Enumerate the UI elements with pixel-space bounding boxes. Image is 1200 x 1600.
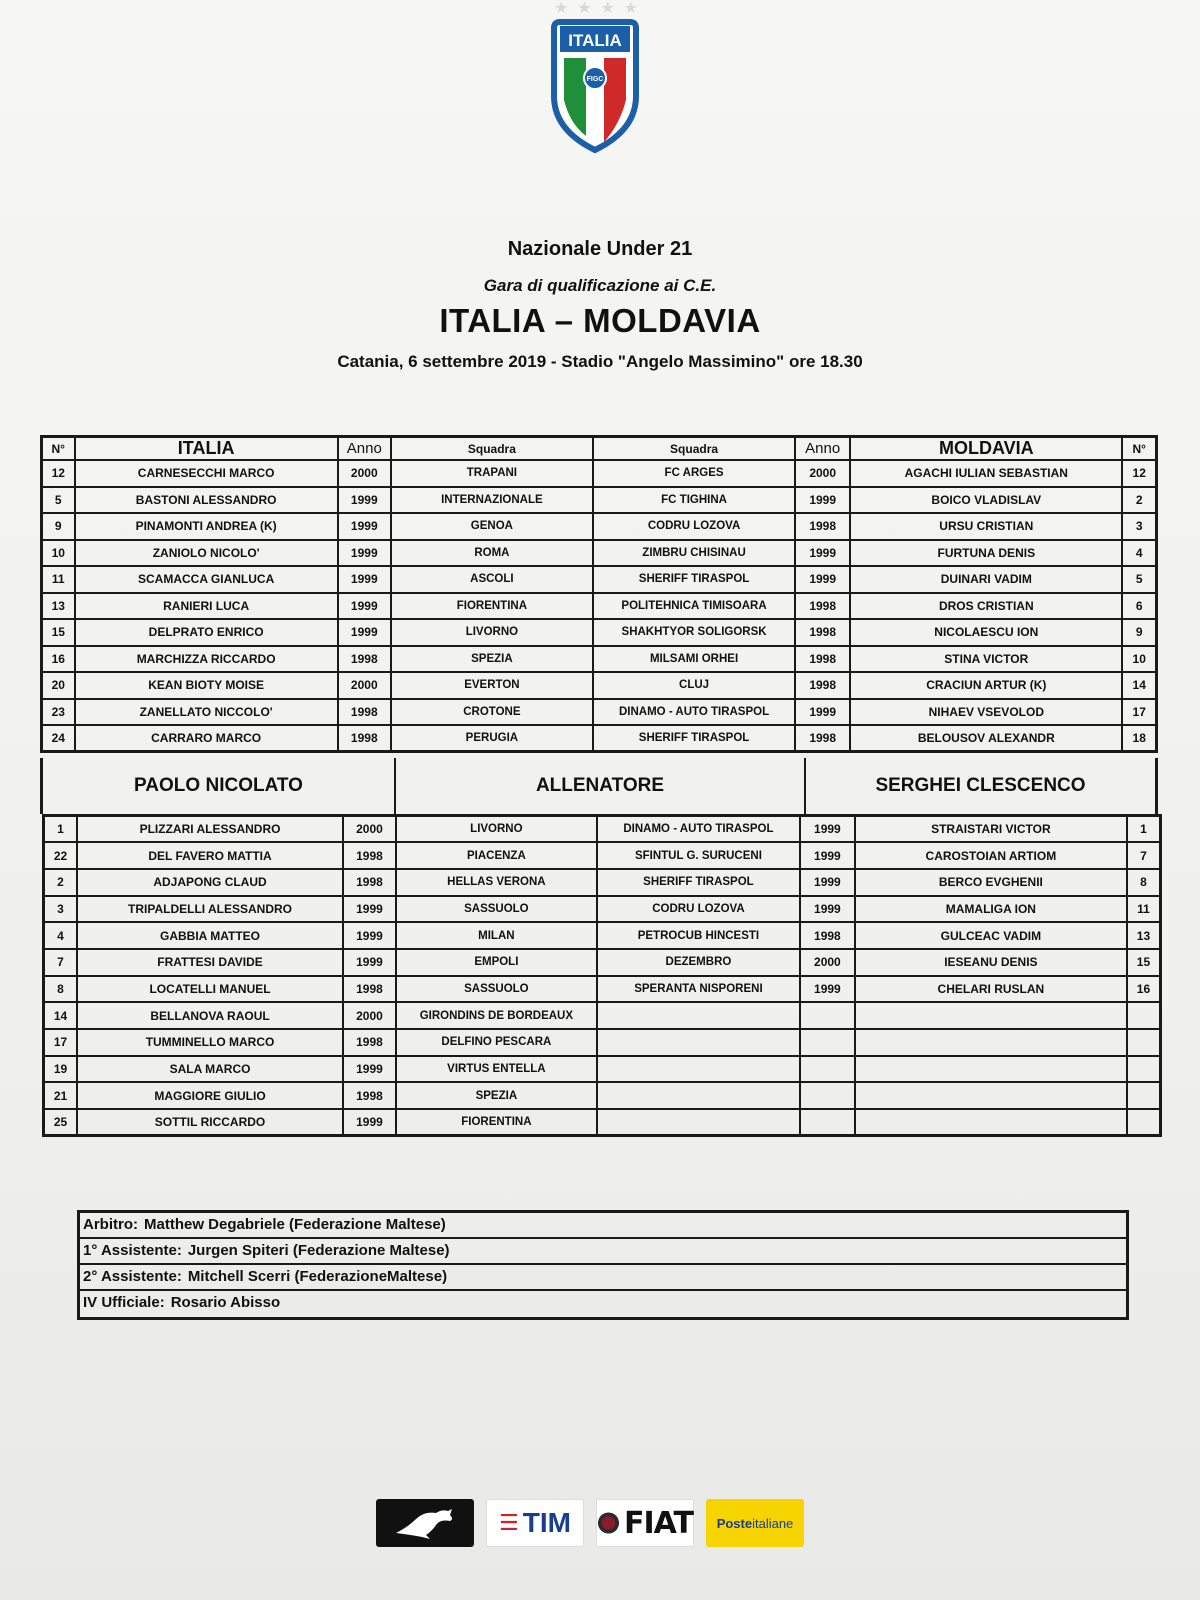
away-birth-year: 1999 — [795, 699, 850, 726]
substitutes-table — [42, 814, 1162, 1137]
coaches-row — [40, 758, 1158, 814]
table-row — [44, 949, 1161, 976]
table-row — [44, 1029, 1161, 1056]
home-player: PINAMONTI ANDREA (K) — [75, 513, 338, 540]
table-row — [44, 1056, 1161, 1083]
away-club — [597, 1109, 800, 1136]
home-number: 13 — [42, 593, 75, 620]
competition-line: Nazionale Under 21 — [507, 238, 693, 260]
away-number: 9 — [1122, 619, 1156, 646]
away-club: SHERIFF TIRASPOL — [593, 725, 795, 752]
table-row — [42, 619, 1157, 646]
coach-label: ALLENATORE — [396, 758, 806, 814]
home-player: SCAMACCA GIANLUCA — [75, 566, 338, 593]
away-number: 5 — [1122, 566, 1156, 593]
away-club: POLITEHNICA TIMISOARA — [593, 593, 795, 620]
away-club — [597, 1029, 800, 1056]
home-player: CARRARO MARCO — [75, 725, 338, 752]
home-birth-year: 1999 — [338, 593, 391, 620]
sponsor-bar — [376, 1498, 804, 1548]
away-birth-year: 2000 — [795, 460, 850, 487]
table-row — [42, 593, 1157, 620]
home-number: 21 — [44, 1082, 78, 1109]
away-birth-year: 1999 — [800, 869, 855, 896]
home-number: 23 — [42, 699, 75, 726]
home-club: PIACENZA — [396, 842, 597, 869]
away-club: CODRU LOZOVA — [593, 513, 795, 540]
away-birth-year: 1999 — [800, 896, 855, 923]
home-birth-year: 2000 — [338, 672, 391, 699]
table-header-row — [42, 437, 1157, 461]
away-player: FURTUNA DENIS — [850, 540, 1122, 567]
away-club: SFINTUL G. SURUCENI — [597, 842, 800, 869]
away-club: SHAKHTYOR SOLIGORSK — [593, 619, 795, 646]
official-row — [80, 1291, 1126, 1317]
home-birth-year: 1999 — [343, 1056, 396, 1083]
col-away-team: MOLDAVIA — [850, 437, 1122, 461]
away-number: 7 — [1127, 842, 1161, 869]
crest-text: ITALIA — [568, 31, 622, 50]
col-year-away: Anno — [795, 437, 850, 461]
home-number: 22 — [44, 842, 78, 869]
home-player: SOTTIL RICCARDO — [77, 1109, 343, 1136]
home-player: MAGGIORE GIULIO — [77, 1082, 343, 1109]
table-row — [44, 1109, 1161, 1136]
away-number: 16 — [1127, 976, 1161, 1003]
away-number: 13 — [1127, 922, 1161, 949]
home-player: ZANELLATO NICCOLO' — [75, 699, 338, 726]
star-icon: ★ — [600, 0, 615, 17]
home-number: 17 — [44, 1029, 78, 1056]
away-player: AGACHI IULIAN SEBASTIAN — [850, 460, 1122, 487]
home-birth-year: 2000 — [343, 1002, 396, 1029]
away-birth-year: 1999 — [800, 816, 855, 843]
away-number: 12 — [1122, 460, 1156, 487]
home-club: EMPOLI — [396, 949, 597, 976]
table-row — [42, 672, 1157, 699]
away-club — [597, 1056, 800, 1083]
home-club: LIVORNO — [391, 619, 593, 646]
table-row — [44, 1002, 1161, 1029]
away-birth-year: 1998 — [795, 646, 850, 673]
official-row — [80, 1265, 1126, 1291]
away-club: DINAMO - AUTO TIRASPOL — [593, 699, 795, 726]
home-club: FIORENTINA — [396, 1109, 597, 1136]
away-number: 2 — [1122, 487, 1156, 514]
fiat-wordmark: FIAT — [623, 1505, 693, 1541]
star-icon: ★ — [623, 0, 638, 17]
home-club: GIRONDINS DE BORDEAUX — [396, 1002, 597, 1029]
home-number: 12 — [42, 460, 75, 487]
home-club: SASSUOLO — [396, 976, 597, 1003]
home-birth-year: 1998 — [343, 1029, 396, 1056]
official-label: IV Ufficiale: — [83, 1294, 165, 1311]
table-row — [42, 487, 1157, 514]
home-number: 3 — [44, 896, 78, 923]
home-number: 10 — [42, 540, 75, 567]
away-club: SPERANTA NISPORENI — [597, 976, 800, 1003]
home-player: MARCHIZZA RICCARDO — [75, 646, 338, 673]
away-birth-year: 1999 — [795, 566, 850, 593]
star-icon: ★ — [554, 0, 569, 17]
table-row — [44, 1082, 1161, 1109]
table-row — [44, 976, 1161, 1003]
tim-wordmark: TIM — [522, 1507, 571, 1538]
fiat-logo — [596, 1499, 694, 1547]
away-birth-year — [800, 1082, 855, 1109]
table-row — [42, 460, 1157, 487]
away-number: 11 — [1127, 896, 1161, 923]
away-club: DINAMO - AUTO TIRASPOL — [597, 816, 800, 843]
home-birth-year: 2000 — [338, 460, 391, 487]
away-number — [1127, 1002, 1161, 1029]
table-row — [44, 896, 1161, 923]
home-club: SPEZIA — [396, 1082, 597, 1109]
official-label: 2° Assistente: — [83, 1268, 182, 1285]
match-venue: Catania, 6 settembre 2019 - Stadio "Angelo Massimino" ore 18.30 — [337, 352, 863, 371]
home-number: 11 — [42, 566, 75, 593]
home-number: 20 — [42, 672, 75, 699]
official-name: Mitchell Scerri (FederazioneMaltese) — [187, 1268, 448, 1285]
tim-logo — [486, 1499, 584, 1547]
table-row — [42, 540, 1157, 567]
home-club: DELFINO PESCARA — [396, 1029, 597, 1056]
away-player — [855, 1056, 1127, 1083]
home-number: 24 — [42, 725, 75, 752]
away-number: 3 — [1122, 513, 1156, 540]
away-birth-year — [800, 1029, 855, 1056]
table-row — [44, 816, 1161, 843]
home-player: ADJAPONG CLAUD — [77, 869, 343, 896]
away-number — [1127, 1056, 1161, 1083]
col-club-home: Squadra — [391, 437, 593, 461]
away-club: CLUJ — [593, 672, 795, 699]
official-label: Arbitro: — [83, 1216, 138, 1233]
col-home-team: ITALIA — [75, 437, 338, 461]
away-birth-year: 1999 — [795, 540, 850, 567]
away-player: BELOUSOV ALEXANDR — [850, 725, 1122, 752]
home-player: FRATTESI DAVIDE — [77, 949, 343, 976]
away-player: CRACIUN ARTUR (K) — [850, 672, 1122, 699]
away-birth-year: 1998 — [795, 619, 850, 646]
poste-wordmark: Poste — [716, 1515, 753, 1531]
officials-box — [77, 1210, 1129, 1320]
official-name: Jurgen Spiteri (Federazione Maltese) — [187, 1242, 450, 1259]
home-birth-year: 1999 — [343, 1109, 396, 1136]
home-club: TRAPANI — [391, 460, 593, 487]
away-birth-year: 1999 — [795, 487, 850, 514]
away-player: STRAISTARI VICTOR — [855, 816, 1127, 843]
away-player: GULCEAC VADIM — [855, 922, 1127, 949]
home-club: HELLAS VERONA — [396, 869, 597, 896]
home-birth-year: 1999 — [343, 922, 396, 949]
starting-lineup-table — [40, 435, 1158, 753]
col-num-home: N° — [42, 437, 75, 461]
home-birth-year: 1999 — [343, 949, 396, 976]
match-title: ITALIA – MOLDAVIA — [439, 302, 761, 339]
away-club: DEZEMBRO — [597, 949, 800, 976]
home-number: 15 — [42, 619, 75, 646]
home-birth-year: 1998 — [338, 725, 391, 752]
home-birth-year: 1998 — [343, 1082, 396, 1109]
home-birth-year: 1998 — [338, 699, 391, 726]
away-number: 15 — [1127, 949, 1161, 976]
table-row — [44, 922, 1161, 949]
home-birth-year: 2000 — [343, 816, 396, 843]
home-club: MILAN — [396, 922, 597, 949]
away-player: CHELARI RUSLAN — [855, 976, 1127, 1003]
away-player — [855, 1109, 1127, 1136]
away-birth-year: 1998 — [795, 593, 850, 620]
home-birth-year: 1999 — [338, 566, 391, 593]
home-birth-year: 1999 — [338, 513, 391, 540]
fiat-badge-icon — [597, 1511, 620, 1535]
away-number — [1127, 1082, 1161, 1109]
away-number: 10 — [1122, 646, 1156, 673]
away-club — [597, 1082, 800, 1109]
away-birth-year: 1998 — [795, 672, 850, 699]
table-row — [42, 646, 1157, 673]
official-row — [80, 1213, 1126, 1239]
table-row — [44, 842, 1161, 869]
official-name: Matthew Degabriele (Federazione Maltese) — [144, 1216, 446, 1233]
home-player: SALA MARCO — [77, 1056, 343, 1083]
away-number: 1 — [1127, 816, 1161, 843]
poste-italiane-logo — [706, 1499, 804, 1547]
home-player: CARNESECCHI MARCO — [75, 460, 338, 487]
home-player: BELLANOVA RAOUL — [77, 1002, 343, 1029]
home-club: SASSUOLO — [396, 896, 597, 923]
away-club: ZIMBRU CHISINAU — [593, 540, 795, 567]
home-number: 16 — [42, 646, 75, 673]
home-club: VIRTUS ENTELLA — [396, 1056, 597, 1083]
match-type: Gara di qualificazione ai C.E. — [483, 276, 717, 295]
away-number: 14 — [1122, 672, 1156, 699]
italiane-wordmark: italiane — [752, 1515, 794, 1531]
away-birth-year: 1999 — [800, 976, 855, 1003]
home-player: KEAN BIOTY MOISE — [75, 672, 338, 699]
col-year-home: Anno — [338, 437, 391, 461]
away-player: URSU CRISTIAN — [850, 513, 1122, 540]
away-number — [1127, 1029, 1161, 1056]
home-club: GENOA — [391, 513, 593, 540]
col-club-away: Squadra — [593, 437, 795, 461]
away-number: 4 — [1122, 540, 1156, 567]
away-number: 6 — [1122, 593, 1156, 620]
home-club: INTERNAZIONALE — [391, 487, 593, 514]
away-club: CODRU LOZOVA — [597, 896, 800, 923]
away-player: BERCO EVGHENII — [855, 869, 1127, 896]
puma-cat-icon — [390, 1505, 460, 1541]
away-player: NIHAEV VSEVOLOD — [850, 699, 1122, 726]
home-club: EVERTON — [391, 672, 593, 699]
home-number: 4 — [44, 922, 78, 949]
away-club: FC TIGHINA — [593, 487, 795, 514]
home-club: SPEZIA — [391, 646, 593, 673]
away-club — [597, 1002, 800, 1029]
away-number — [1127, 1109, 1161, 1136]
tim-mark-icon: ☰ — [499, 1510, 519, 1535]
home-number: 1 — [44, 816, 78, 843]
away-birth-year — [800, 1002, 855, 1029]
home-birth-year: 1999 — [338, 487, 391, 514]
away-birth-year: 1999 — [800, 842, 855, 869]
home-coach: PAOLO NICOLATO — [43, 758, 396, 814]
home-player: ZANIOLO NICOLO' — [75, 540, 338, 567]
home-club: CROTONE — [391, 699, 593, 726]
away-coach: SERGHEI CLESCENCO — [875, 775, 1086, 796]
away-number: 17 — [1122, 699, 1156, 726]
shield-icon — [548, 18, 642, 154]
away-birth-year — [800, 1056, 855, 1083]
away-player: CAROSTOIAN ARTIOM — [855, 842, 1127, 869]
crest-stars — [554, 0, 638, 18]
home-number: 8 — [44, 976, 78, 1003]
away-club: FC ARGES — [593, 460, 795, 487]
home-player: GABBIA MATTEO — [77, 922, 343, 949]
away-player — [855, 1029, 1127, 1056]
away-player: STINA VICTOR — [850, 646, 1122, 673]
home-number: 2 — [44, 869, 78, 896]
away-birth-year: 2000 — [800, 949, 855, 976]
home-player: DELPRATO ENRICO — [75, 619, 338, 646]
home-number: 14 — [44, 1002, 78, 1029]
home-player: BASTONI ALESSANDRO — [75, 487, 338, 514]
home-birth-year: 1998 — [343, 869, 396, 896]
away-player: DROS CRISTIAN — [850, 593, 1122, 620]
star-icon: ★ — [577, 0, 592, 17]
away-number: 8 — [1127, 869, 1161, 896]
figc-crest — [548, 0, 642, 156]
home-number: 7 — [44, 949, 78, 976]
away-player — [855, 1082, 1127, 1109]
table-row — [42, 513, 1157, 540]
home-club: PERUGIA — [391, 725, 593, 752]
away-birth-year: 1998 — [795, 725, 850, 752]
away-club: SHERIFF TIRASPOL — [593, 566, 795, 593]
away-player: BOICO VLADISLAV — [850, 487, 1122, 514]
home-birth-year: 1998 — [343, 842, 396, 869]
away-player: DUINARI VADIM — [850, 566, 1122, 593]
home-player: RANIERI LUCA — [75, 593, 338, 620]
away-birth-year: 1998 — [800, 922, 855, 949]
home-birth-year: 1999 — [338, 540, 391, 567]
away-club: SHERIFF TIRASPOL — [597, 869, 800, 896]
official-label: 1° Assistente: — [83, 1242, 182, 1259]
away-club: PETROCUB HINCESTI — [597, 922, 800, 949]
home-player: DEL FAVERO MATTIA — [77, 842, 343, 869]
home-number: 25 — [44, 1109, 78, 1136]
home-club: FIORENTINA — [391, 593, 593, 620]
table-row — [44, 869, 1161, 896]
home-birth-year: 1999 — [343, 896, 396, 923]
home-player: TRIPALDELLI ALESSANDRO — [77, 896, 343, 923]
table-row — [42, 699, 1157, 726]
official-row — [80, 1239, 1126, 1265]
home-player: LOCATELLI MANUEL — [77, 976, 343, 1003]
home-number: 19 — [44, 1056, 78, 1083]
home-number: 9 — [42, 513, 75, 540]
home-club: LIVORNO — [396, 816, 597, 843]
home-number: 5 — [42, 487, 75, 514]
home-birth-year: 1998 — [338, 646, 391, 673]
home-player: PLIZZARI ALESSANDRO — [77, 816, 343, 843]
official-name: Rosario Abisso — [170, 1294, 281, 1311]
table-row — [42, 566, 1157, 593]
home-birth-year: 1999 — [338, 619, 391, 646]
away-number: 18 — [1122, 725, 1156, 752]
puma-logo — [376, 1499, 474, 1547]
home-club: ASCOLI — [391, 566, 593, 593]
col-num-away: N° — [1122, 437, 1156, 461]
table-row — [42, 725, 1157, 752]
home-player: TUMMINELLO MARCO — [77, 1029, 343, 1056]
away-player: IESEANU DENIS — [855, 949, 1127, 976]
away-player: MAMALIGA ION — [855, 896, 1127, 923]
home-club: ROMA — [391, 540, 593, 567]
away-birth-year — [800, 1109, 855, 1136]
away-birth-year: 1998 — [795, 513, 850, 540]
away-club: MILSAMI ORHEI — [593, 646, 795, 673]
away-player: NICOLAESCU ION — [850, 619, 1122, 646]
home-birth-year: 1998 — [343, 976, 396, 1003]
crest-sub: FIGC — [586, 76, 604, 83]
away-player — [855, 1002, 1127, 1029]
